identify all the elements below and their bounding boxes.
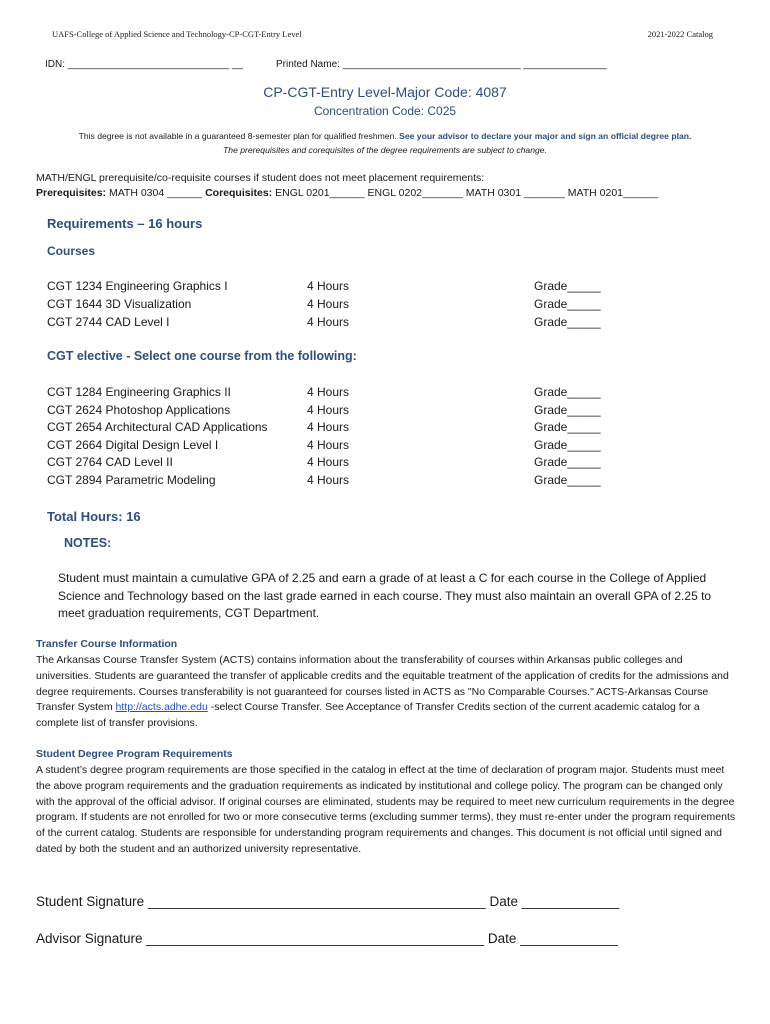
course-hours: 4 Hours (307, 279, 350, 293)
elective-hours: 4 Hours (307, 455, 350, 469)
advisor-signature-line[interactable]: Advisor Signature _____________________________________________ Date _____________ (36, 931, 618, 946)
degree-notice (0, 131, 770, 141)
student-signature-line[interactable]: Student Signature _____________________________________________ Date _____________ (36, 894, 620, 909)
acts-link[interactable]: http://acts.adhe.edu (115, 701, 208, 714)
elective-grade[interactable]: Grade_____ (534, 473, 601, 487)
course-hours: 4 Hours (307, 297, 350, 311)
degree-requirements-heading: Student Degree Program Requirements (36, 748, 233, 760)
transfer-text-after: -select Course Transfer. See Acceptance of Transfer Credits section of the current academic catalog for a complete list of transfer provisions. (36, 701, 700, 730)
elective-hours: 4 Hours (307, 473, 350, 487)
elective-grade[interactable]: Grade_____ (534, 385, 601, 399)
elective-grade[interactable]: Grade_____ (534, 455, 601, 469)
course-name: CGT 2744 CAD Level I (47, 315, 170, 329)
notes-body: Student must maintain a cumulative GPA of 2.25 and earn a grade of at least a C for each course in the College of Applied Science and Technology based on the last grade earned in each course. They must also maintain an overall GPA of 2.25 to meet graduation requirements, CGT Department. (58, 571, 712, 620)
coreq-text: ENGL 0201______ ENGL 0202_______ MATH 0301 _______ MATH 0201______ (272, 187, 659, 199)
coreq-label: Corequisites: (205, 187, 273, 199)
idn-field[interactable]: IDN: _____________________________ __ (45, 59, 243, 70)
concentration-code: Concentration Code: C025 (313, 104, 457, 118)
transfer-body (36, 653, 736, 732)
courses-heading: Courses (47, 244, 96, 258)
elective-name: CGT 2894 Parametric Modeling (47, 473, 216, 487)
elective-hours: 4 Hours (307, 420, 350, 434)
printed-name-field[interactable]: Printed Name: ________________________________ _______________ (276, 59, 607, 70)
total-hours: Total Hours: 16 (47, 509, 141, 524)
prereq-label: Prerequisites: (36, 187, 107, 199)
course-grade[interactable]: Grade_____ (534, 315, 601, 329)
degree-notice-advisor: See your advisor to declare your major and sign an official degree plan. (399, 131, 692, 141)
math-engl-requirements: MATH/ENGL prerequisite/co-requisite courses if student does not meet placement requirements: (36, 172, 485, 184)
page-title: CP-CGT-Entry Level-Major Code: 4087 (263, 84, 507, 100)
elective-hours: 4 Hours (307, 438, 350, 452)
course-hours: 4 Hours (307, 315, 350, 329)
prerequisite-notice: The prerequisites and corequisites of the degree requirements are subject to change. (223, 145, 547, 155)
course-name: CGT 1234 Engineering Graphics I (47, 279, 228, 293)
elective-heading: CGT elective - Select one course from the following: (47, 349, 357, 363)
header-catalog-year: 2021-2022 Catalog (647, 29, 713, 39)
elective-grade[interactable]: Grade_____ (534, 420, 601, 434)
requirements-heading: Requirements – 16 hours (47, 216, 203, 231)
course-name: CGT 1644 3D Visualization (47, 297, 192, 311)
elective-name: CGT 2764 CAD Level II (47, 455, 173, 469)
degree-requirements-body: A student’s degree program requirements are those specified in the catalog in effect at the time of declaration of program major. Students must meet the above program requirements and the graduation requirements as indicated by institutional and college policy. The program can be changed only with the approval of the official advisor. If original courses are eliminated, students may be required to meet new curriculum requirements in the degree program. If students are not enrolled for two or more consecutive terms (excluding summer terms), they must re-enter under the program requirements of the current catalog. Students are responsible for understanding program requirements and changes. This document is not official until signed and dated by both the student and an authorized university representative. (36, 764, 736, 855)
prereq-coreq-line (36, 187, 658, 199)
elective-name: CGT 2654 Architectural CAD Applications (47, 420, 268, 434)
transfer-heading: Transfer Course Information (36, 638, 178, 650)
elective-grade[interactable]: Grade_____ (534, 438, 601, 452)
elective-name: CGT 1284 Engineering Graphics II (47, 385, 231, 399)
course-grade[interactable]: Grade_____ (534, 297, 601, 311)
degree-notice-plain: This degree is not available in a guaranteed 8-semester plan for qualified freshmen. (78, 131, 400, 141)
elective-hours: 4 Hours (307, 403, 350, 417)
elective-hours: 4 Hours (307, 385, 350, 399)
prereq-text: MATH 0304 ______ (106, 187, 206, 199)
notes-heading: NOTES: (64, 536, 112, 550)
elective-name: CGT 2664 Digital Design Level I (47, 438, 219, 452)
elective-grade[interactable]: Grade_____ (534, 403, 601, 417)
elective-name: CGT 2624 Photoshop Applications (47, 403, 231, 417)
transfer-text-before: The Arkansas Course Transfer System (ACTS) contains information about the transferability of courses within Arkansas public colleges and universities. Students are guaranteed the transfer of applicable credits and the equitable treatment of the application of credits for the admissions and degree requirements. Courses transferability is not guaranteed for courses listed in ACTS as "No Comparable Courses." ACTS-Arkansas Course Transfer System (36, 654, 729, 714)
header-program-title: UAFS-College of Applied Science and Technology-CP-CGT-Entry Level (52, 29, 302, 39)
course-grade[interactable]: Grade_____ (534, 279, 601, 293)
